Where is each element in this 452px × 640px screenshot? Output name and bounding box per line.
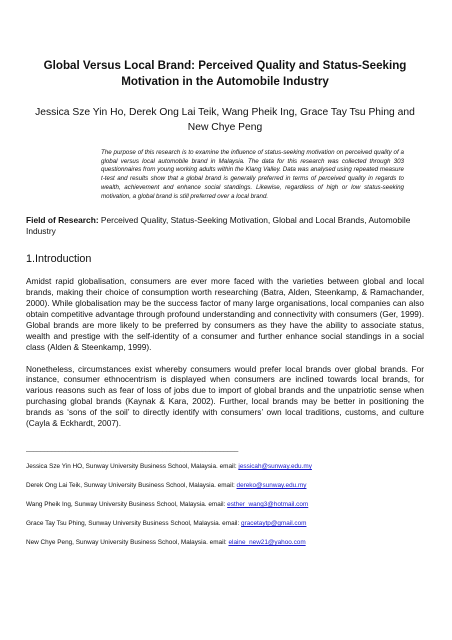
footnote-rule: ___________________________________________________________ bbox=[26, 445, 238, 452]
email-link[interactable]: dereko@sunway.edu.my bbox=[236, 482, 307, 489]
field-of-research bbox=[26, 215, 424, 237]
field-text: Perceived Quality, Status-Seeking Motivation, Global and Local Brands, Automobile Industry bbox=[26, 215, 411, 237]
abstract: The purpose of this research is to examine the influence of status-seeking motivation on perceived quality of a global versus local automobile brand in Malaysia. The data for this research was collected through 303 questionnaires from young working adults within the Klang Valley. Data was analysed using repeated measure t-test and results show that a global brand is generally preferred in terms of perceived quality in regards to wealth, achievement and enhance social standings. Likewise, regardless of high or low status-seeking motivation, a global brand is still preferred over a local brand. bbox=[101, 149, 404, 200]
email-link[interactable]: gracetaytp@gmail.com bbox=[241, 520, 307, 527]
footnote-text: New Chye Peng, Sunway University Business School, Malaysia. email: bbox=[26, 539, 229, 546]
footnote-text: Wang Pheik Ing, Sunway University Business School, Malaysia. email: bbox=[26, 501, 228, 508]
author-list: Jessica Sze Yin Ho, Derek Ong Lai Teik, Wang Pheik Ing, Grace Tay Tsu Phing and New Chye Peng bbox=[35, 107, 415, 133]
email-link[interactable]: elaine_new21@yahoo.com bbox=[228, 539, 306, 546]
email-link[interactable]: esther_wang3@hotmail.com bbox=[227, 501, 309, 508]
footnote-text: Jessica Sze Yin HO, Sunway University Business School, Malaysia. email: bbox=[26, 463, 239, 470]
email-link[interactable]: jessicah@sunway.edu.my bbox=[238, 463, 312, 470]
paragraph: Amidst rapid globalisation, consumers are ever more faced with the varieties between global and local brands, making their choice of consumption worth researching (Batra, Alden, Steenkamp, & Ramachander, 2000). While globalisation may be the success factor of many large organisations, local companies can also obtain competitive advantage through profound understanding and connectivity with consumers (Ger, 1999). Global brands are more likely to be preferred by consumers as they have the ability to associate status, wealth and prestige with the self-identity of a consumer and further enhance social standings in a social class (Alden & Steenkamp, 1999). bbox=[26, 276, 424, 352]
paragraph: Nonetheless, circumstances exist whereby consumers would prefer local brands over global brands. For instance, consumer ethnocentrism is displayed when consumers are inclined towards local brands, for various reasons such as fear of loss of jobs due to import of global brands and the unpatriotic sense when purchasing global brands (Kaynak & Kara, 2002). Further, local brands may be better in positioning the brands as ‘sons of the soil’ to directly identify with consumers’ own local traditions, customs, and culture (Cayla & Eckhardt, 2007). bbox=[26, 363, 424, 429]
footnote bbox=[26, 482, 424, 490]
footnote bbox=[26, 501, 424, 509]
footnote bbox=[26, 463, 424, 471]
footnote bbox=[26, 539, 424, 547]
footnote bbox=[26, 520, 424, 528]
footnote-text: Grace Tay Tsu Phing, Sunway University Business School, Malaysia. email: bbox=[26, 520, 242, 527]
section-heading: 1.Introduction bbox=[26, 253, 92, 266]
paper-page bbox=[26, 0, 424, 547]
field-label: Field of Research: bbox=[26, 215, 99, 226]
paper-title: Global Versus Local Brand: Perceived Quality and Status-Seeking Motivation in the Automobile Industry bbox=[43, 59, 407, 88]
footnote-text: Derek Ong Lai Teik, Sunway University Business School, Malaysia. email: bbox=[26, 482, 237, 489]
